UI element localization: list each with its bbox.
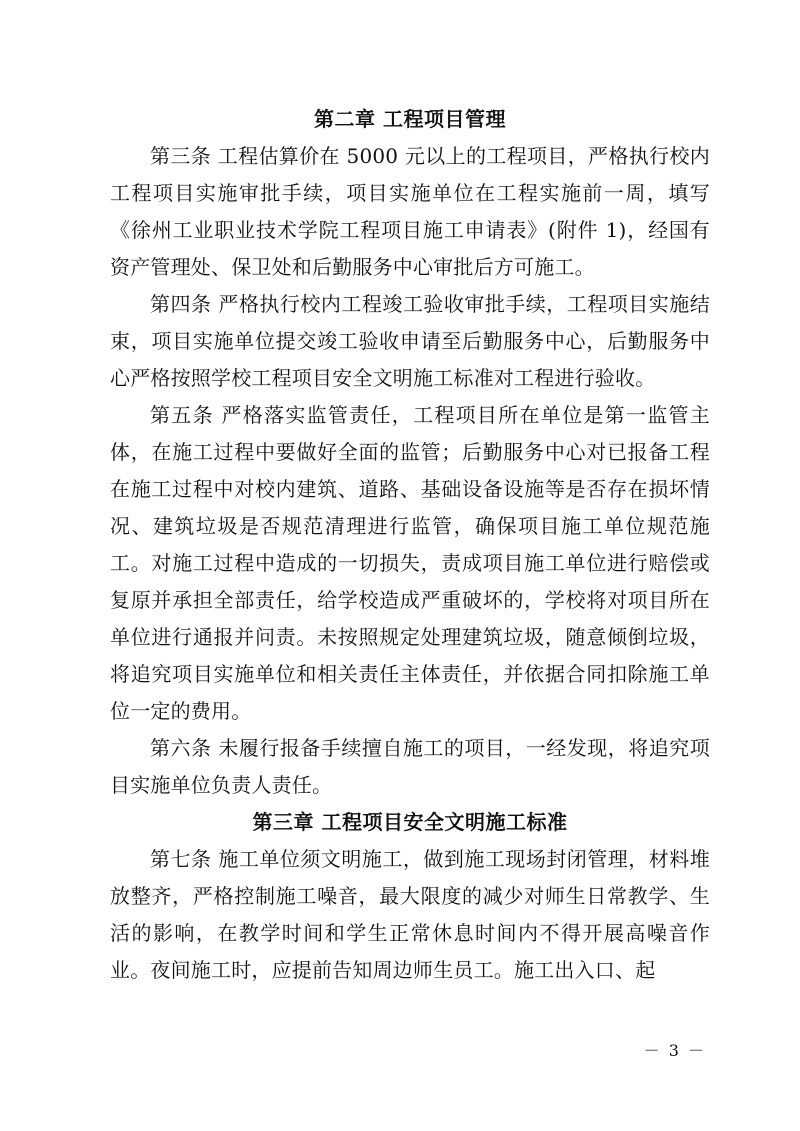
- document-body: [110, 101, 710, 989]
- article-4: 第四条 严格执行校内工程竣工验收审批手续，工程项目实施结束，项目实施单位提交竣工验收申请至后勤服务中心，后勤服务中心严格按照学校工程项目安全文明施工标准对工程进行验收。: [110, 292, 710, 390]
- page-number: － 3 －: [643, 1041, 706, 1060]
- article-5: 第五条 严格落实监管责任，工程项目所在单位是第一监管主体，在施工过程中要做好全面的监管；后勤服务中心对已报备工程在施工过程中对校内建筑、道路、基础设备设施等是否存在损坏情况、建筑垃圾是否规范清理进行监管，确保项目施工单位规范施工。对施工过程中造成的一切损失，责成项目施工单位进行赔偿或复原并承担全部责任，给学校造成严重破坏的，学校将对项目所在单位进行通报并问责。未按照规定处理建筑垃圾，随意倾倒垃圾，将追究项目实施单位和相关责任主体责任，并依据合同扣除施工单位一定的费用。: [110, 403, 710, 723]
- article-3: 第三条 工程估算价在 5000 元以上的工程项目，严格执行校内工程项目实施审批手续，项目实施单位在工程实施前一周，填写《徐州工业职业技术学院工程项目施工申请表》(附件 1)，经国有资产管理处、保卫处和后勤服务中心审批后方可施工。: [110, 144, 710, 279]
- article-6: 第六条 未履行报备手续擅自施工的项目，一经发现，将追究项目实施单位负责人责任。: [110, 736, 710, 797]
- chapter-2-title: 第二章 工程项目管理: [314, 107, 506, 131]
- article-7: 第七条 施工单位须文明施工，做到施工现场封闭管理，材料堆放整齐，严格控制施工噪音，最大限度的减少对师生日常教学、生活的影响，在教学时间和学生正常休息时间内不得开展高噪音作业。夜间施工时，应提前告知周边师生员工。施工出入口、起: [110, 847, 710, 982]
- chapter-3-title: 第三章 工程项目安全文明施工标准: [252, 810, 568, 834]
